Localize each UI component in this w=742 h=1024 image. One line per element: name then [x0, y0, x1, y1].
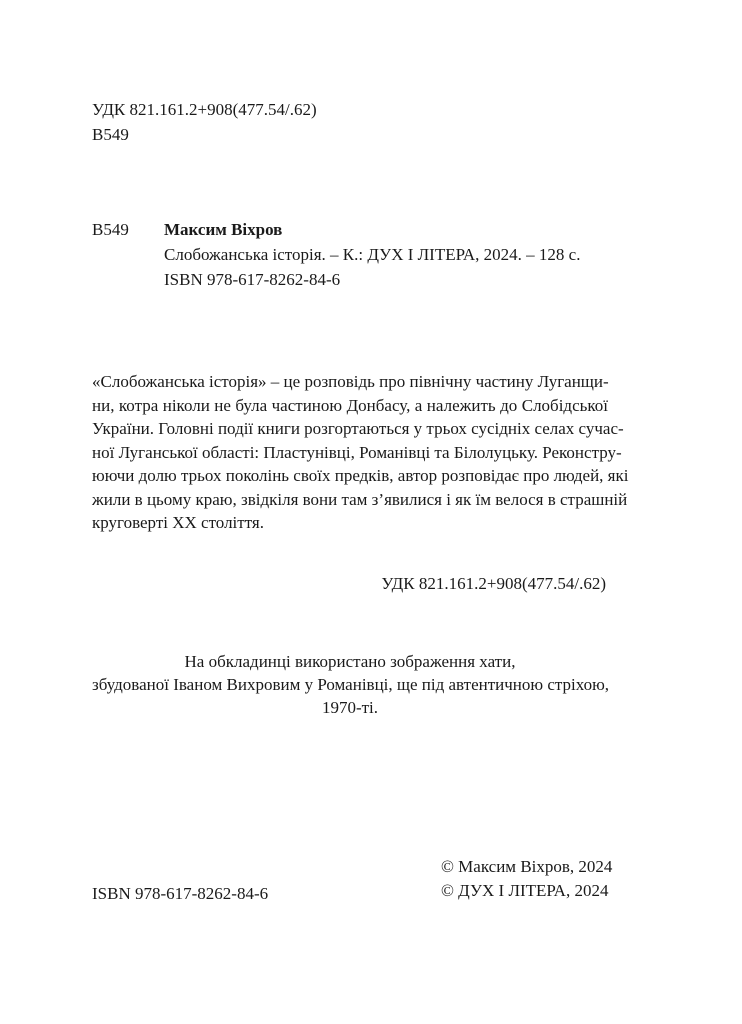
copyright-block — [441, 855, 612, 903]
cover-note — [92, 650, 608, 719]
copyright-publisher: © ДУХ І ЛІТЕРА, 2024 — [441, 881, 609, 900]
catalog-isbn: ISBN 978-617-8262-84-6 — [164, 270, 341, 289]
catalog-title: Слобожанська історія. – К.: ДУХ І ЛІТЕРА, 2024. – 128 с. — [164, 245, 581, 264]
annotation-line: жили в цьому краю, звідкіля вони там з’явилися і як їм велося в страшній — [92, 489, 628, 509]
isbn-bottom: ISBN 978-617-8262-84-6 — [92, 884, 269, 903]
catalog-author: Максим Віхров — [164, 220, 283, 239]
udk-right: УДК 821.161.2+908(477.54/.62) — [381, 574, 606, 593]
annotation-line: ни, котра ніколи не була частиною Донбасу, а належить до Слобідської — [92, 395, 608, 415]
udk-code: УДК 821.161.2+908(477.54/.62) — [92, 100, 317, 119]
annotation-line: «Слобожанська історія» – це розповідь про північну частину Луганщи- — [92, 372, 609, 391]
annotation-line: України. Головні події книги розгортаються у трьох сусідніх селах сучас- — [92, 419, 624, 438]
cover-note-line: 1970-ті. — [321, 698, 379, 717]
catalog-author-sign: В549 — [92, 220, 129, 239]
annotation-paragraph — [92, 370, 629, 535]
catalog-description — [164, 218, 624, 293]
annotation-line: ної Луганської області: Пластунівці, Романівці та Білолуцьку. Реконстру- — [92, 442, 622, 462]
udk-header — [92, 98, 317, 148]
annotation-line: юючи долю трьох поколінь своїх предків, автор розповідає про людей, які — [92, 466, 629, 485]
annotation-line: круговерті ХХ століття. — [92, 513, 264, 532]
author-sign: В549 — [92, 125, 129, 144]
cover-note-line: збудованої Іваном Вихровим у Романівці, ще під автентичною стріхою, — [92, 675, 610, 694]
cover-note-line: На обкладинці використано зображення хати, — [184, 652, 516, 671]
copyright-author: © Максим Віхров, 2024 — [441, 857, 613, 876]
